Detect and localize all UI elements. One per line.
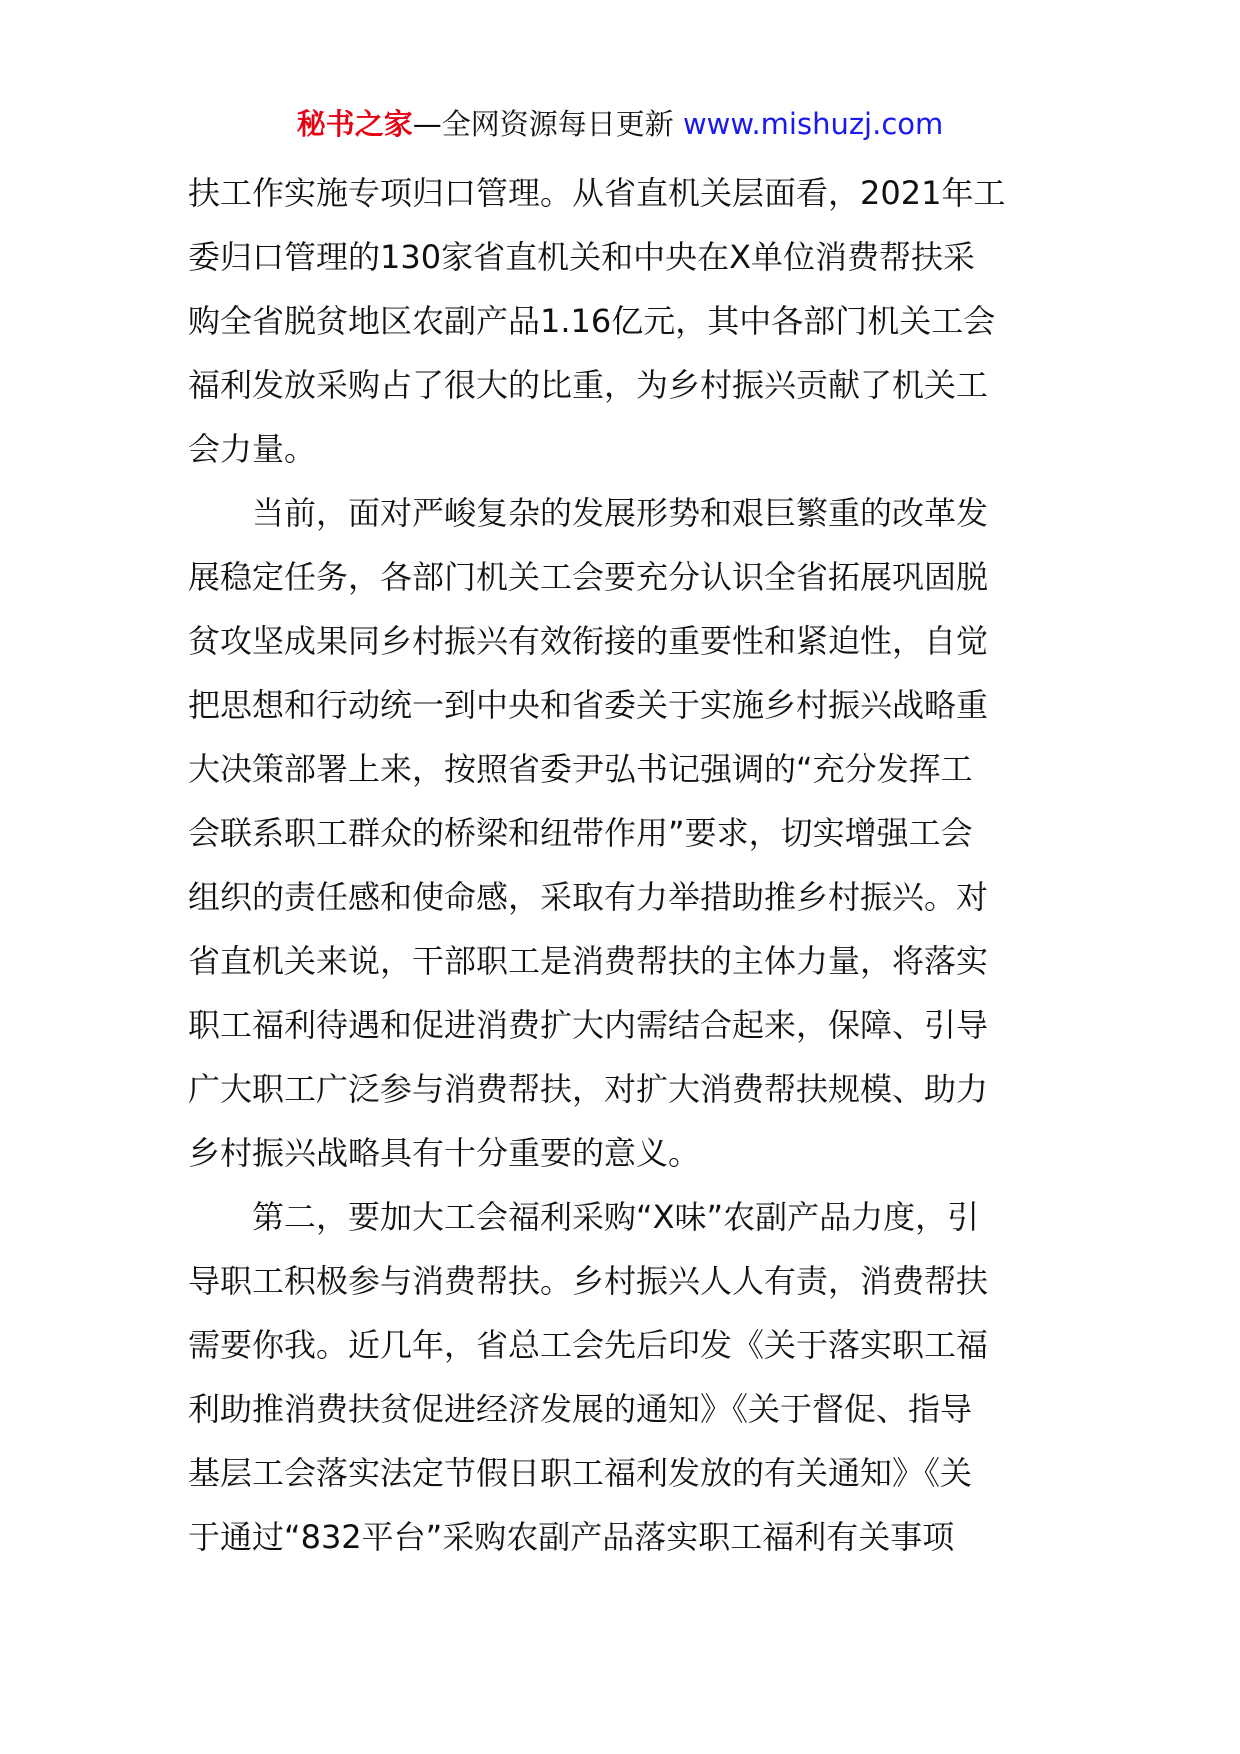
text-line: 贫攻坚成果同乡村振兴有效衔接的重要性和紧迫性，自觉 bbox=[188, 622, 989, 660]
text-line: 省直机关来说，干部职工是消费帮扶的主体力量，将落实 bbox=[188, 942, 989, 980]
text-line: 职工福利待遇和促进消费扩大内需结合起来，保障、引导 bbox=[188, 1006, 989, 1044]
text-line: 展稳定任务，各部门机关工会要充分认识全省拓展巩固脱 bbox=[188, 558, 989, 596]
page-header bbox=[0, 104, 1240, 144]
text-line: 大决策部署上来，按照省委尹弘书记强调的“充分发挥工 bbox=[188, 750, 973, 788]
text-line: 当前，面对严峻复杂的发展形势和艰巨繁重的改革发 bbox=[252, 494, 989, 532]
text-line: 福利发放采购占了很大的比重，为乡村振兴贡献了机关工 bbox=[188, 366, 989, 404]
text-line: 把思想和行动统一到中央和省委关于实施乡村振兴战略重 bbox=[188, 686, 989, 724]
text-line: 利助推消费扶贫促进经济发展的通知》《关于督促、指导 bbox=[188, 1390, 973, 1428]
text-line: 第二，要加大工会福利采购“X味”农副产品力度，引 bbox=[252, 1198, 980, 1236]
text-line: 购全省脱贫地区农副产品1.16亿元，其中各部门机关工会 bbox=[188, 302, 996, 340]
text-line: 广大职工广泛参与消费帮扶，对扩大消费帮扶规模、助力 bbox=[188, 1070, 989, 1108]
text-line: 委归口管理的130家省直机关和中央在X单位消费帮扶采 bbox=[188, 238, 976, 276]
text-line: 组织的责任感和使命感，采取有力举措助推乡村振兴。对 bbox=[188, 878, 989, 916]
text-line: 导职工积极参与消费帮扶。乡村振兴人人有责，消费帮扶 bbox=[188, 1262, 989, 1300]
site-tagline: —全网资源每日更新 bbox=[412, 107, 674, 141]
document-body bbox=[188, 161, 1060, 1569]
text-line: 于通过“832平台”采购农副产品落实职工福利有关事项 bbox=[188, 1518, 955, 1556]
text-line: 会联系职工群众的桥梁和纽带作用”要求，切实增强工会 bbox=[188, 814, 973, 852]
text-line: 扶工作实施专项归口管理。从省直机关层面看，2021年工 bbox=[188, 174, 1006, 212]
site-brand: 秘书之家 bbox=[296, 107, 413, 141]
text-line: 会力量。 bbox=[188, 430, 317, 468]
paragraph-1 bbox=[188, 161, 1060, 481]
site-url-link[interactable]: www.mishuzj.com bbox=[682, 107, 944, 141]
text-line: 基层工会落实法定节假日职工福利发放的有关通知》《关 bbox=[188, 1454, 973, 1492]
paragraph-3 bbox=[188, 1185, 1060, 1569]
text-line: 需要你我。近几年，省总工会先后印发《关于落实职工福 bbox=[188, 1326, 989, 1364]
paragraph-2 bbox=[188, 481, 1060, 1185]
text-line: 乡村振兴战略具有十分重要的意义。 bbox=[188, 1134, 701, 1172]
